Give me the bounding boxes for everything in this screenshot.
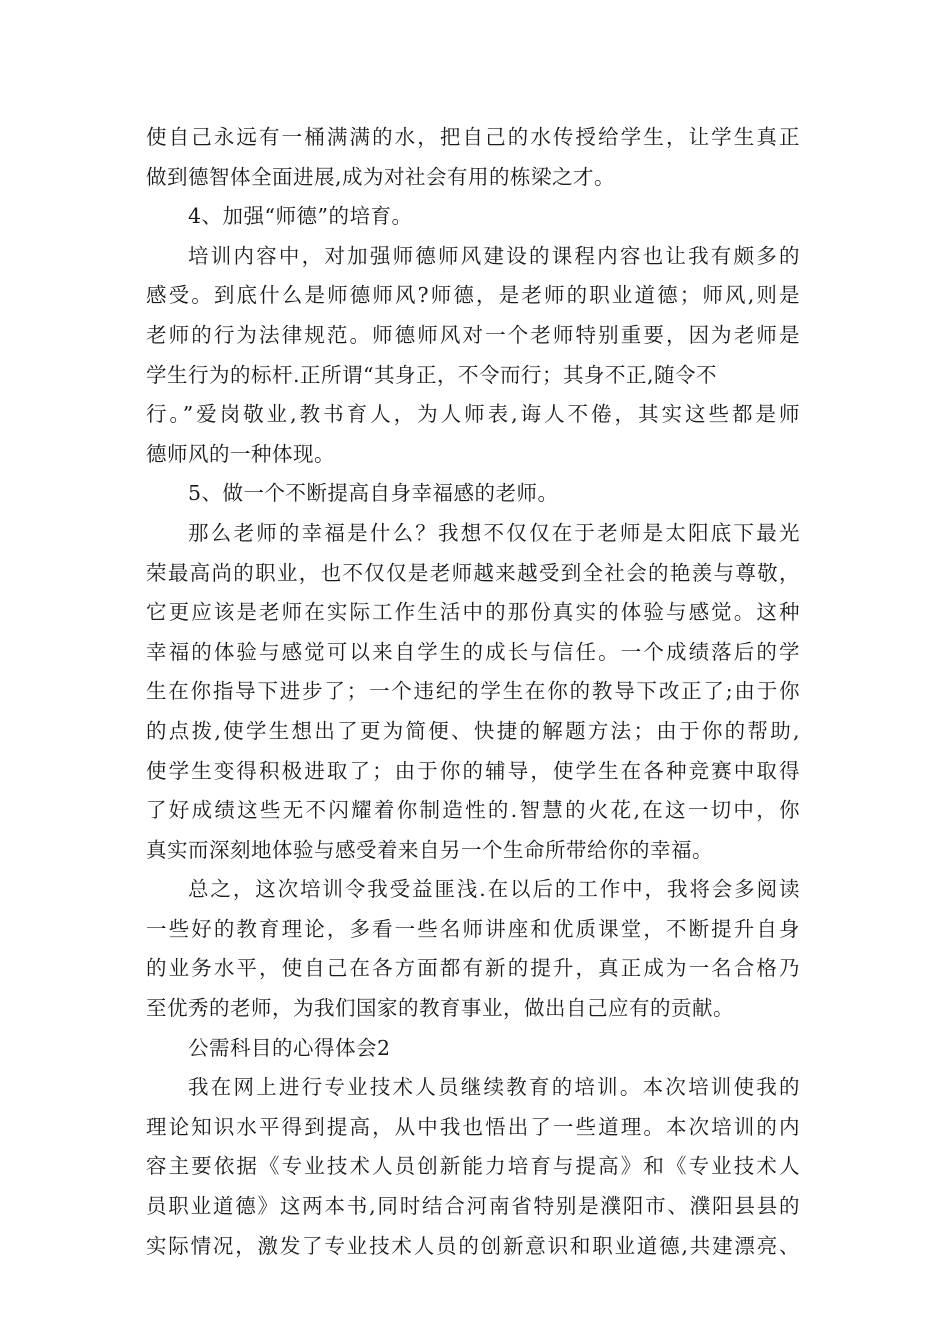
text-line: 一些好的教育理论，多看一些名师讲座和优质课堂，不断提升自身 (146, 916, 800, 941)
text-line: 使自己永远有一桶满满的水，把自己的水传授给学生，让学生真正 (146, 125, 800, 149)
text-line: 真实而深刻地体验与感受着来自另一个生命所带给你的幸福。 (146, 837, 713, 862)
text-line: 德师风的一种体现。 (146, 441, 335, 466)
text-line: 做到德智体全面进展,成为对社会有用的栋梁之才。 (146, 164, 616, 189)
text-line: 生在你指导下进步了；一个违纪的学生在你的教导下改正了;由于你 (146, 679, 800, 704)
document-body (146, 118, 800, 1266)
paragraph-first-line: 公需科目的心得体会2 (188, 1035, 391, 1060)
paragraph-first-line: 5、做一个不断提高自身幸福感的老师。 (188, 481, 559, 506)
text-line: 学生行为的标杆.正所谓“其身正，不令而行；其身不正,随令不 (146, 362, 718, 387)
text-line: 容主要依据《专业技术人员创新能力培育与提高》和《专业技术人 (146, 1154, 800, 1179)
text-line: 荣最高尚的职业，也不仅仅是老师越来越受到全社会的艳羡与尊敬， (146, 560, 800, 585)
text-line: 员职业道德》这两本书,同时结合河南省特别是濮阳市、濮阳县县的 (146, 1194, 800, 1219)
text-line: 它更应该是老师在实际工作生活中的那份真实的体验与感觉。这种 (146, 600, 800, 625)
paragraph-first-line: 那么老师的幸福是什么？我想不仅仅在于老师是太阳底下最光 (188, 520, 800, 545)
text-line: 至优秀的老师，为我们国家的教育事业，做出自己应有的贡献。 (146, 996, 734, 1021)
text-line: 的点拨,使学生想出了更为简便、快捷的解题方法；由于你的帮助, (146, 718, 800, 743)
text-line: 行。”爱岗敬业,教书育人，为人师表,诲人不倦，其实这些都是师 (146, 402, 800, 427)
paragraph-first-line: 总之，这次培训令我受益匪浅.在以后的工作中，我将会多阅读 (188, 877, 800, 902)
text-line: 的业务水平，使自己在各方面都有新的提升，真正成为一名合格乃 (146, 956, 800, 981)
text-line: 了好成绩这些无不闪耀着你制造性的.智慧的火花,在这一切中，你 (146, 798, 800, 823)
text-line: 幸福的体验与感觉可以来自学生的成长与信任。一个成绩落后的学 (146, 639, 800, 664)
text-line: 使学生变得积极进取了；由于你的辅导，使学生在各种竞赛中取得 (146, 758, 800, 783)
text-line: 老师的行为法律规范。师德师风对一个老师特别重要，因为老师是 (146, 322, 800, 347)
text-line: 感受。到底什么是师德师风?师德，是老师的职业道德；师风,则是 (146, 283, 800, 308)
text-line: 理论知识水平得到提高，从中我也悟出了一些道理。本次培训的内 (146, 1114, 800, 1139)
paragraph-first-line: 4、加强“师德”的培育。 (188, 204, 413, 229)
paragraph-first-line: 培训内容中，对加强师德师风建设的课程内容也让我有颇多的 (188, 243, 800, 268)
paragraph-first-line: 我在网上进行专业技术人员继续教育的培训。本次培训使我的 (188, 1075, 800, 1100)
text-line: 实际情况，激发了专业技术人员的创新意识和职业道德,共建漂亮、 (146, 1233, 800, 1258)
